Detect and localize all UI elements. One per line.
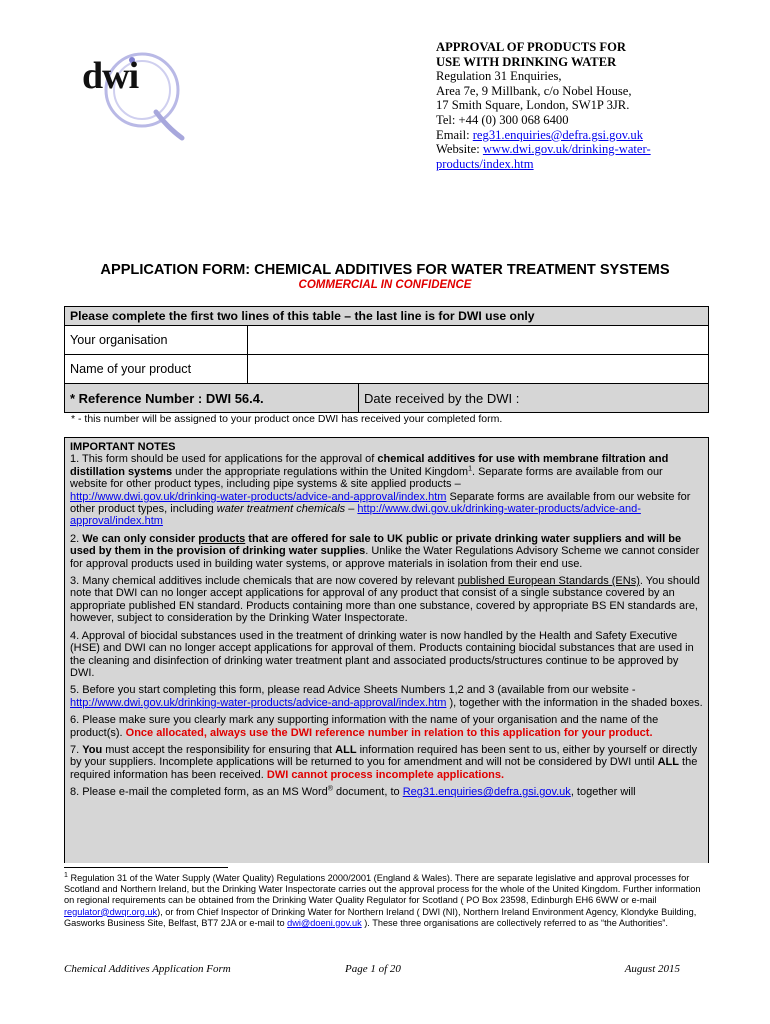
table-row-product xyxy=(65,354,708,383)
note-3-underline: published European Standards (ENs) xyxy=(457,575,640,588)
website-link-part2[interactable]: products/index.htm xyxy=(436,156,534,171)
important-notes-box xyxy=(64,437,709,863)
email-link[interactable]: reg31.enquiries@defra.gsi.gov.uk xyxy=(472,127,643,142)
note-2-bold-underline: products xyxy=(198,532,246,545)
footer-form-name: Chemical Additives Application Form xyxy=(64,963,231,975)
note-6-text: 6. Please make sure you clearly mark any supporting information with the name of your organisation and the name of the product(s). xyxy=(70,714,659,739)
note-2-text: . Unlike the Water Regulations Advisory Scheme we cannot consider for approval products used in building water systems, or approve materials in isolation from their end use. xyxy=(70,545,700,570)
date-received-label: Date received by the DWI : xyxy=(364,390,520,406)
notes-heading: IMPORTANT NOTES xyxy=(70,441,176,453)
footer-date: August 2015 xyxy=(624,963,680,975)
note-8 xyxy=(70,786,703,798)
note-6 xyxy=(70,714,703,739)
address-heading-1: APPROVAL OF PRODUCTS FOR xyxy=(436,40,626,54)
address-heading-2: USE WITH DRINKING WATER xyxy=(436,54,617,69)
table-row-organisation xyxy=(65,325,708,354)
reference-note: * - this number will be assigned to your product once DWI has received your completed form. xyxy=(71,413,503,425)
note-1-text-2: under the appropriate regulations within the United Kingdom xyxy=(172,465,469,478)
note-1-text-3: . Separate forms are available from our website for other product types, including pipe systems & site applied products – xyxy=(70,465,663,491)
note-7-red-text: DWI cannot process incomplete applications. xyxy=(266,768,505,781)
table-row-dwi-use xyxy=(65,383,708,412)
note-8-text-3: , together will xyxy=(570,786,636,799)
address-line-2: Area 7e, 9 Millbank, c/o Nobel House, xyxy=(436,83,632,98)
note-2-bold-1: We can only consider xyxy=(82,532,199,545)
note-1-bold: chemical additives for use with membrane filtration and distillation systems xyxy=(70,453,669,478)
note-5 xyxy=(70,684,703,709)
note-3 xyxy=(70,575,703,625)
footnote-text-3: ). These three organisations are collectively referred to as “the Authorities”. xyxy=(361,917,668,928)
note-2 xyxy=(70,533,703,570)
note-5-text: 5. Before you start completing this form, please read Advice Sheets Numbers 1,2 and 3 (available from our website - xyxy=(70,684,636,697)
organisation-label: Your organisation xyxy=(65,326,248,354)
address-website-row xyxy=(436,142,736,171)
note-6-red-text: Once allocated, always use the DWI reference number in relation to this application for your product. xyxy=(125,726,653,739)
note-1-link-2[interactable]: http://www.dwi.gov.uk/drinking-water-products/advice-and-approval/index.htm xyxy=(70,503,641,528)
note-8-registered: ® xyxy=(327,785,333,793)
product-name-label: Name of your product xyxy=(65,355,248,383)
note-5-link[interactable]: http://www.dwi.gov.uk/drinking-water-products/advice-and-approval/index.htm xyxy=(70,696,447,709)
note-7-text: must accept the responsibility for ensuring that xyxy=(102,743,336,756)
note-8-text: 8. Please e-mail the completed form, as an MS Word xyxy=(70,786,328,799)
note-7 xyxy=(70,744,703,781)
note-1-italic: water treatment chemicals xyxy=(216,503,346,516)
table-header: Please complete the first two lines of this table – the last line is for DWI use only xyxy=(65,307,708,325)
footnote xyxy=(64,873,704,929)
note-7-text-3: the required information has been received. xyxy=(70,756,698,781)
confidential-label: COMMERCIAL IN CONFIDENCE xyxy=(298,279,472,291)
note-1 xyxy=(70,453,703,527)
footnote-text-2: ), or from Chief Inspector of Drinking Water for Northern Ireland ( DWI (NI), Northern Ireland Environment Agency, Klondyke Building, Gasworks Business Site, Belfast, BT7 2JA or e-mail to xyxy=(64,906,697,928)
note-7-bold-you: You xyxy=(82,743,103,756)
footnote-text: Regulation 31 of the Water Supply (Water Quality) Regulations 2000/2001 (England & Wales). There are separate legislative and approval processes for Scotland and Northern Ireland, but the Drinking Water Inspectorate carries out the approval process for the whole of the United Kingdom. Further information on regional requirements can be obtained from the Drinking Water Quality Regulator for Scotland ( PO Box 23598, Edinburgh EH6 6WW or e-mail xyxy=(64,873,701,906)
address-block xyxy=(436,40,736,171)
website-link-part1[interactable]: www.dwi.gov.uk/drinking-water- xyxy=(482,142,651,157)
footnote-link-doeni[interactable]: dwi@doeni.gov.uk xyxy=(287,917,362,928)
note-7-num: 7. xyxy=(70,743,83,756)
address-line-3: 17 Smith Square, London, SW1P 3JR. xyxy=(436,98,630,113)
note-1-link-1[interactable]: http://www.dwi.gov.uk/drinking-water-products/advice-and-approval/index.htm xyxy=(70,490,447,503)
footnote-rule xyxy=(64,867,228,868)
note-4: 4. Approval of biocidal substances used in the treatment of drinking water is now handled by the Health and Safety Executive (HSE) and DWI can no longer accept applications for approval of them. Products containing biocidal substances that are used in the cleaning and disinfection of drinking water treatment plant and associated products/structures continue to be approved by DWI. xyxy=(70,629,694,679)
note-8-text-2: document, to xyxy=(332,786,403,799)
application-table xyxy=(64,306,709,413)
footnote-link-dwqr[interactable]: regulator@dwqr.org.uk xyxy=(64,906,158,917)
note-7-text-2: information required has been sent to us, either by yourself or directly by your suppliers. Incomplete applications will be returned to you for amendment and will not be considered by DWI until xyxy=(70,743,698,769)
note-8-email-link[interactable]: Reg31.enquiries@defra.gsi.gov.uk xyxy=(402,786,571,799)
note-1-footnote-ref[interactable]: 1 xyxy=(468,465,472,473)
note-3-text-2: . You should note that DWI can no longer accept applications for approval of any product that consist of a single substance covered by an appropriate published EN standard. Products containing more than one substance, covered by appropriate BS EN standards are, however, subject to consideration by the Drinking Water Inspectorate. xyxy=(70,575,700,625)
address-tel: Tel: +44 (0) 300 068 6400 xyxy=(436,112,569,127)
website-label: Website: xyxy=(436,142,483,157)
product-name-field[interactable] xyxy=(248,355,708,383)
footnote-number: 1 xyxy=(64,871,68,879)
note-7-bold-all: ALL xyxy=(335,743,357,756)
footer-page-number: Page 1 of 20 xyxy=(345,963,401,975)
logo-text: dwi xyxy=(82,55,139,97)
note-1-dash: – xyxy=(345,503,358,516)
email-label: Email: xyxy=(436,127,473,142)
address-line-1: Regulation 31 Enquiries, xyxy=(436,69,562,84)
note-5-text-2: ), together with the information in the shaded boxes. xyxy=(446,696,703,709)
address-email-row xyxy=(436,128,736,143)
reference-number-label: * Reference Number : DWI 56.4. xyxy=(65,384,359,412)
note-2-bold-2: that are offered for sale to UK public or private drinking water suppliers and will be used by them in the provision of drinking water supplies xyxy=(70,532,682,558)
note-3-text: 3. Many chemical additives include chemicals that are now covered by relevant xyxy=(70,575,458,588)
note-7-bold-all-2: ALL xyxy=(657,756,679,769)
note-2-num: 2. xyxy=(70,532,83,545)
note-1-text: 1. This form should be used for applications for the approval of xyxy=(70,453,378,466)
note-1-text-4: Separate forms are available from our website for other product types, including xyxy=(70,490,691,516)
organisation-field[interactable] xyxy=(248,326,708,354)
page-title: APPLICATION FORM: CHEMICAL ADDITIVES FOR WATER TREATMENT SYSTEMS xyxy=(100,262,670,278)
